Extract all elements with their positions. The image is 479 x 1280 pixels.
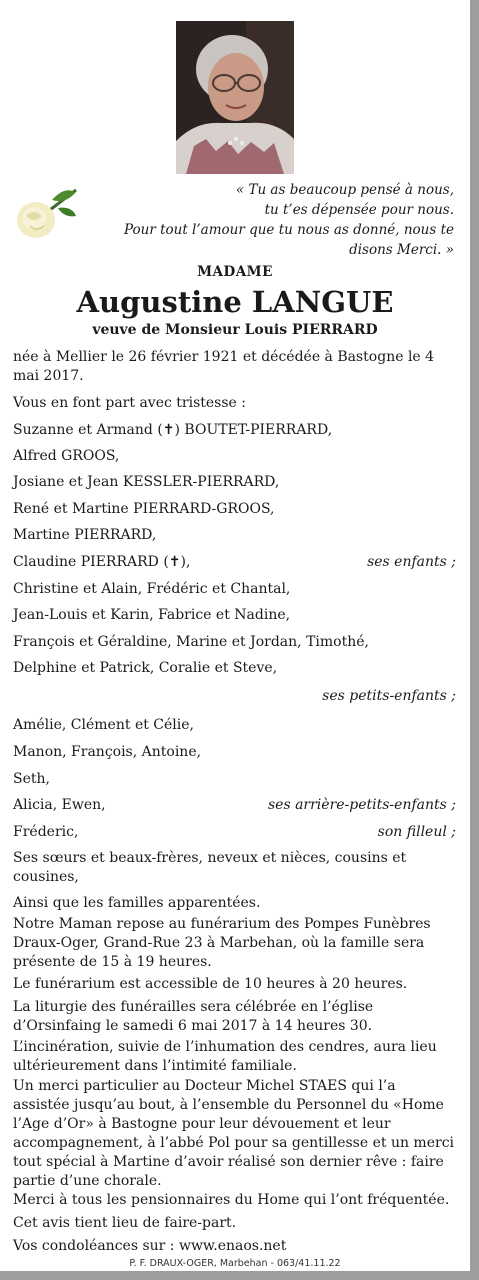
child-entry: Josiane et Jean KESSLER-PIERRARD,: [13, 474, 280, 490]
great-grandchildren-label: ses arrière-petits-enfants ;: [267, 797, 456, 813]
grandchild-entry: Delphine et Patrick, Coralie et Steve,: [13, 660, 278, 676]
widow-line: veuve de Monsieur Louis PIERRARD: [92, 322, 378, 338]
deceased-name: Augustine LANGUE: [76, 285, 394, 319]
condolences-text: Vos condoléances sur : www.enaos.net: [13, 1238, 287, 1254]
notice-text: Cet avis tient lieu de faire-part.: [13, 1215, 237, 1231]
cremation-paragraph: L’incinération, suivie de l’inhumation des cendres, aura lieu ultérieurement dans l’intimité familiale.: [13, 1039, 437, 1074]
godson-label: son filleul ;: [377, 824, 456, 840]
quote-line: disons Merci. »: [349, 242, 454, 258]
funeral-home-footer: P. F. DRAUX-OGER, Marbehan - 063/41.11.22: [129, 1258, 341, 1269]
child-entry: Martine PIERRARD,: [13, 527, 157, 543]
child-entry: Suzanne et Armand (✝) BOUTET-PIERRARD,: [13, 422, 333, 438]
honorific: MADAME: [197, 264, 273, 280]
residents-thanks: Merci à tous les pensionnaires du Home qui l’ont fréquentée.: [13, 1192, 450, 1208]
grandchild-entry: François et Géraldine, Marine et Jordan, Timothé,: [13, 634, 369, 650]
visiting-hours-paragraph: Le funérarium est accessible de 10 heures à 20 heures.: [13, 976, 408, 992]
birth-death-text: née à Mellier le 26 février 1921 et décédée à Bastogne le 4 mai 2017.: [13, 349, 435, 384]
grandchildren-label: ses petits-enfants ;: [322, 688, 456, 704]
godson-entry: Fréderic,: [13, 824, 79, 840]
grandchild-entry: Christine et Alain, Frédéric et Chantal,: [13, 581, 291, 597]
children-label: ses enfants ;: [367, 554, 456, 570]
great-grandchild-entry: Seth,: [13, 771, 50, 787]
white-rose-image: [12, 186, 78, 242]
epigraph-quote: [114, 180, 454, 260]
great-grandchild-entry: Amélie, Clément et Célie,: [13, 717, 194, 733]
quote-line: Pour tout l’amour que tu nous as donné, nous te: [123, 222, 454, 238]
families-text: Ainsi que les familles apparentées.: [13, 895, 261, 911]
intro-text: Vous en font part avec tristesse :: [13, 395, 246, 411]
great-grandchild-entry: Alicia, Ewen,: [13, 797, 106, 813]
child-entry: Alfred GROOS,: [13, 448, 120, 464]
child-entry: Claudine PIERRARD (✝),: [13, 554, 191, 570]
child-entry: René et Martine PIERRARD-GROOS,: [13, 501, 275, 517]
portrait-photo: [176, 21, 294, 174]
thanks-paragraph: Un merci particulier au Docteur Michel STAES qui l’a assistée jusqu’au bout, à l’ensemble du Personnel du «Home l’Age d’Or» à Bastogne pour leur dévouement et leur accompagnement, à l’abbé Pol pour sa gentillesse et un merci tout spécial à Martine d’avoir réalisé son dernier rêve : faire partie d’une chorale.: [13, 1078, 455, 1189]
siblings-text: Ses sœurs et beaux-frères, neveux et nièces, cousins et cousines,: [13, 850, 407, 885]
liturgy-paragraph: La liturgie des funérailles sera célébrée en l’église d’Orsinfaing le samedi 6 mai 2017 à 14 heures 30.: [13, 999, 374, 1034]
quote-line: « Tu as beaucoup pensé à nous,: [235, 182, 454, 198]
great-grandchild-entry: Manon, François, Antoine,: [13, 744, 202, 760]
funerarium-paragraph: Notre Maman repose au funérarium des Pompes Funèbres Draux-Oger, Grand-Rue 23 à Marbehan, où la famille sera présente de 15 à 19 heures.: [13, 916, 431, 970]
grandchild-entry: Jean-Louis et Karin, Fabrice et Nadine,: [13, 607, 291, 623]
quote-line: tu t’es dépensée pour nous.: [264, 202, 454, 218]
